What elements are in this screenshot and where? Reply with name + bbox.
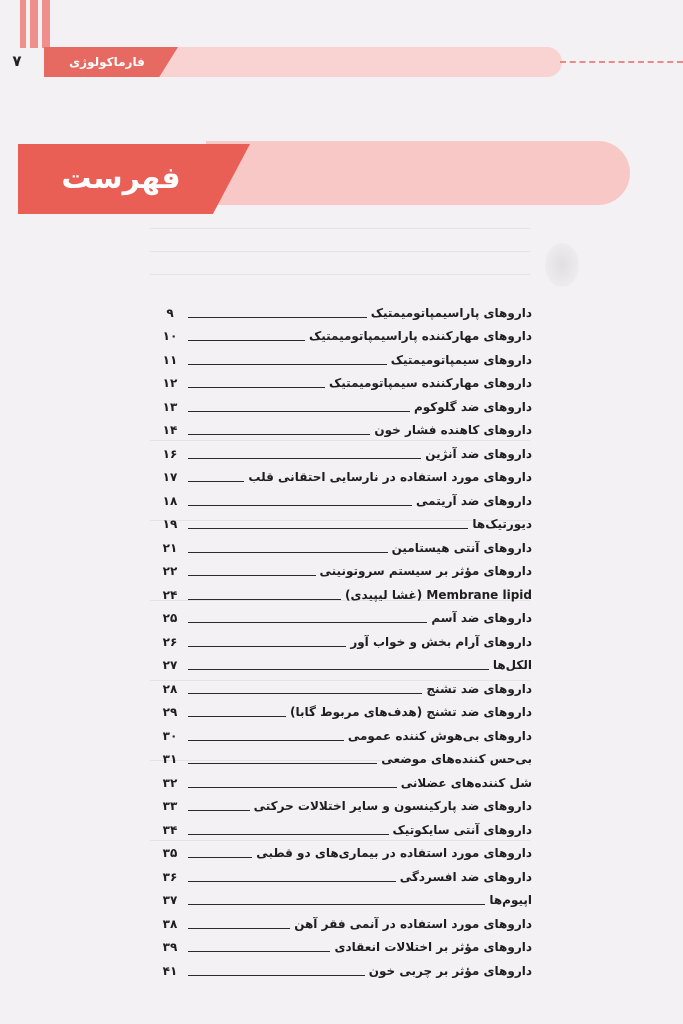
toc-entry-page: ۲۲ — [162, 564, 178, 578]
toc-entry — [160, 744, 532, 768]
toc-leader-line — [188, 928, 290, 929]
toc-entry — [160, 838, 532, 862]
toc-entry — [160, 673, 532, 697]
toc-entry — [160, 626, 532, 650]
toc-entry-title: داروهای ضد تشنج — [426, 681, 532, 696]
toc-leader-line — [188, 646, 346, 647]
toc-entry-title: Membrane lipid (غشا لیپیدی) — [345, 587, 532, 602]
toc-entry-page: ۱۲ — [162, 376, 178, 390]
toc-entry-page: ۱۸ — [162, 493, 178, 508]
toc-entry-title: داروهای آنتی هیستامین — [391, 540, 532, 555]
toc-entry-page: ۳۹ — [162, 940, 178, 954]
toc-leader-line — [188, 364, 387, 365]
toc-entry-page: ۱۹ — [162, 517, 178, 531]
toc-entry-page: ۱۳ — [162, 399, 178, 414]
toc-leader-line — [188, 481, 244, 482]
toc-entry — [160, 297, 532, 321]
toc-leader-line — [188, 528, 468, 529]
toc-entry-page: ۳۴ — [162, 822, 178, 837]
toc-entry-title: داروهای مؤثر بر اختلالات انعقادی — [334, 940, 532, 954]
toc-entry — [160, 908, 532, 932]
toc-entry-page: ۳۲ — [162, 775, 178, 790]
toc-entry-page: ۱۶ — [162, 446, 178, 461]
toc-entry — [160, 791, 532, 815]
title-banner-bar — [206, 141, 630, 205]
toc-leader-line — [188, 458, 421, 459]
toc-entry-page: ۱۰ — [162, 329, 178, 343]
toc-leader-line — [188, 340, 305, 341]
toc-entry — [160, 532, 532, 556]
toc-leader-line — [188, 787, 397, 788]
toc-entry-page: ۱۷ — [162, 470, 178, 484]
header-dashed-rule — [560, 61, 683, 63]
toc-entry — [160, 462, 532, 486]
running-header-title: فارماکولوژی — [69, 55, 145, 69]
toc-entry — [160, 579, 532, 603]
toc-entry-page: ۹ — [166, 305, 174, 320]
toc-entry — [160, 321, 532, 345]
toc-entry-title: داروهای آنتی سایکوتیک — [392, 822, 532, 837]
toc-entry — [160, 932, 532, 956]
toc-entry-page: ۲۷ — [162, 658, 178, 672]
toc-entry — [160, 955, 532, 979]
toc-entry-page: ۴۱ — [162, 963, 178, 978]
toc-entry-title: داروهای پاراسیمپاتومیمتیک — [370, 305, 532, 320]
toc-leader-line — [188, 505, 412, 506]
toc-entry-title: داروهای ضد گلوکوم — [413, 399, 532, 414]
toc-entry-title: داروهای آرام بخش و خواب آور — [350, 634, 532, 649]
page-number: ۷ — [12, 52, 22, 70]
toc-entry-title: الکل‌ها — [492, 658, 532, 672]
toc-leader-line — [188, 411, 410, 412]
toc-entry-page: ۲۹ — [162, 705, 178, 719]
toc-entry-title: داروهای مهارکننده پاراسیمپاتومیمتیک — [308, 329, 532, 343]
toc-entry — [160, 485, 532, 509]
toc-leader-line — [188, 317, 367, 318]
toc-entry — [160, 767, 532, 791]
toc-entry-title: داروهای مورد استفاده در نارسایی احتقانی قلب — [248, 470, 532, 484]
toc-entry-page: ۱۱ — [162, 352, 178, 367]
toc-leader-line — [188, 599, 341, 600]
toc-entry-page: ۳۰ — [162, 728, 178, 743]
toc-entry — [160, 603, 532, 627]
toc-entry-title: داروهای مؤثر بر سیستم سروتونینی — [319, 564, 532, 578]
toc-entry — [160, 720, 532, 744]
toc-entry-page: ۳۱ — [162, 752, 178, 766]
paper-smudge — [545, 243, 579, 287]
toc-entry — [160, 697, 532, 721]
toc-entry-page: ۲۵ — [162, 611, 178, 625]
toc-leader-line — [188, 834, 389, 835]
toc-entry-title: داروهای مهارکننده سیمپاتومیمتیک — [328, 376, 532, 390]
toc-leader-line — [188, 810, 250, 811]
toc-entry-title: داروهای کاهنده فشار خون — [374, 423, 532, 437]
toc-leader-line — [188, 740, 344, 741]
toc-entry — [160, 415, 532, 439]
toc-entry-title: داروهای مؤثر بر چربی خون — [368, 963, 532, 978]
toc-leader-line — [188, 975, 365, 976]
toc-leader-line — [188, 693, 422, 694]
toc-entry-title: دیورتیک‌ها — [472, 517, 532, 531]
toc-entry-page: ۱۴ — [162, 423, 178, 437]
toc-entry-title: بی‌حس کننده‌های موضعی — [381, 752, 532, 766]
toc-leader-line — [188, 716, 286, 717]
toc-entry-page: ۲۶ — [162, 634, 178, 649]
toc-entry-title: داروهای ضد تشنج (هدف‌های مربوط گابا) — [289, 705, 532, 719]
page-title: فهرست — [61, 161, 181, 196]
toc-entry-page: ۲۱ — [162, 540, 178, 555]
toc-entry — [160, 509, 532, 533]
toc-entry-title: داروهای ضد آریتمی — [416, 493, 532, 508]
toc-entry-title: شل کننده‌های عضلانی — [400, 775, 532, 790]
toc-leader-line — [188, 881, 396, 882]
toc-entry-title: داروهای سیمپاتومیمتیک — [390, 352, 532, 367]
binding-edge-stripes — [20, 0, 50, 48]
toc-entry-title: داروهای مورد استفاده در آنمی فقر آهن — [294, 916, 532, 931]
toc-entry-page: ۳۵ — [162, 846, 178, 860]
toc-entry — [160, 438, 532, 462]
toc-entry — [160, 650, 532, 674]
toc-leader-line — [188, 552, 388, 553]
toc-entry-page: ۳۷ — [162, 893, 178, 907]
toc-entry-page: ۲۴ — [162, 587, 178, 602]
toc-leader-line — [188, 387, 325, 388]
toc-entry-page: ۲۸ — [162, 681, 178, 696]
toc-leader-line — [188, 622, 427, 623]
toc-entry — [160, 885, 532, 909]
toc-entry-page: ۳۸ — [162, 916, 178, 931]
toc-leader-line — [188, 857, 252, 858]
toc-entry-title: داروهای ضد پارکینسون و سایر اختلالات حرکتی — [253, 799, 532, 813]
toc-entry-title: اپیوم‌ها — [489, 893, 532, 907]
toc-entry-page: ۳۶ — [162, 869, 178, 884]
toc-entry-page: ۳۳ — [162, 799, 178, 813]
toc-entry-title: داروهای مورد استفاده در بیماری‌های دو قطبی — [256, 846, 532, 860]
toc-entry-title: داروهای بی‌هوش کننده عمومی — [347, 728, 532, 743]
toc-entry — [160, 814, 532, 838]
toc-entry — [160, 556, 532, 580]
toc-entry — [160, 344, 532, 368]
toc-leader-line — [188, 669, 489, 670]
toc-leader-line — [188, 904, 485, 905]
toc-entry-title: داروهای ضد آسم — [431, 611, 532, 625]
toc-leader-line — [188, 951, 330, 952]
toc-entry-title: داروهای ضد افسردگی — [399, 869, 532, 884]
toc-entry-title: داروهای ضد آنژین — [425, 446, 532, 461]
toc-leader-line — [188, 763, 377, 764]
table-of-contents — [160, 297, 532, 979]
toc-entry — [160, 391, 532, 415]
toc-leader-line — [188, 434, 370, 435]
toc-leader-line — [188, 575, 316, 576]
toc-entry — [160, 861, 532, 885]
toc-entry — [160, 368, 532, 392]
